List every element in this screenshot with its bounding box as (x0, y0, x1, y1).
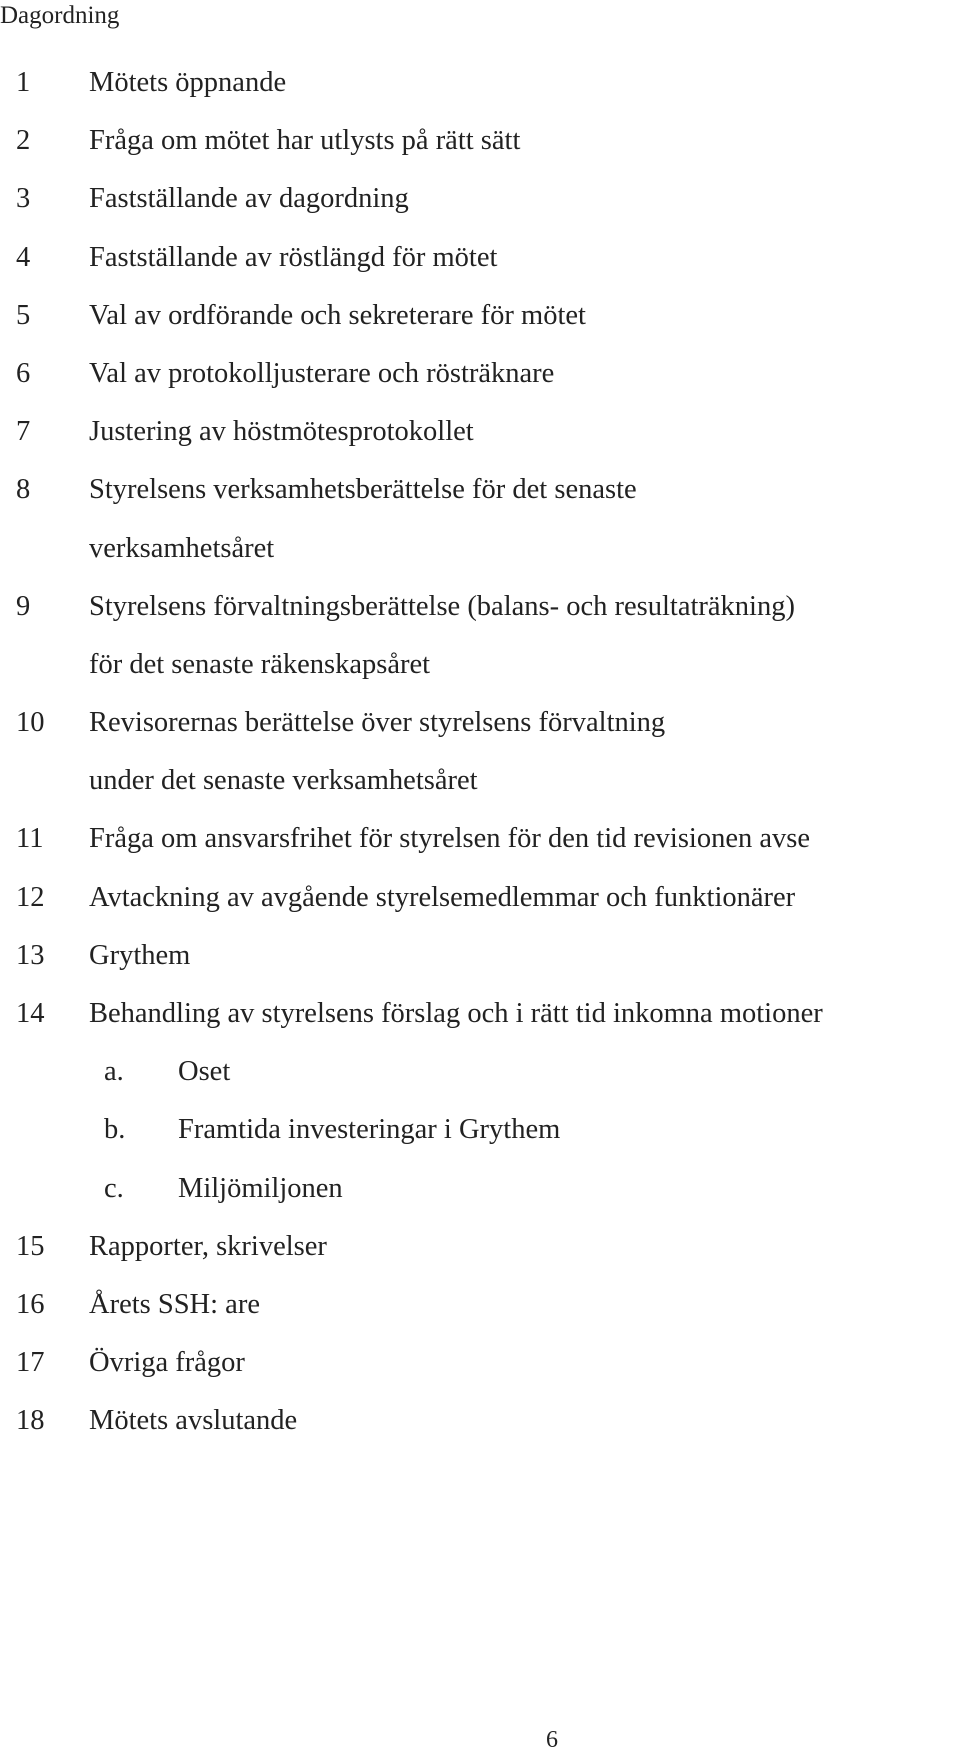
item-text: Styrelsens förvaltningsberättelse (balans- och resultaträkning) (89, 590, 795, 622)
item-text: Revisorernas berättelse över styrelsens förvaltning (89, 707, 666, 739)
item-number: 17 (16, 1347, 45, 1379)
agenda-item (0, 1227, 960, 1285)
page-number: 6 (546, 1727, 558, 1753)
item-text: Rapporter, skrivelser (89, 1230, 327, 1262)
agenda-item-continuation (0, 761, 960, 819)
item-number: 10 (16, 707, 45, 739)
item-text-continued: för det senaste räkenskapsåret (89, 648, 431, 680)
item-number: 14 (16, 998, 45, 1029)
agenda-subitem (0, 1169, 960, 1227)
agenda-item (0, 412, 960, 470)
item-text-continued: verksamhetsåret (89, 532, 275, 564)
agenda-item (0, 587, 960, 645)
agenda-item (0, 1285, 960, 1343)
item-text: Fråga om mötet har utlysts på rätt sätt (89, 125, 521, 157)
agenda-item-continuation (0, 645, 960, 703)
subitem-letter: a. (104, 1056, 124, 1088)
item-text: Mötets avslutande (89, 1405, 298, 1437)
item-number: 4 (16, 241, 31, 273)
item-text: Styrelsens verksamhetsberättelse för det senaste (89, 474, 637, 506)
agenda-item (0, 354, 960, 412)
item-text: Val av ordförande och sekreterare för mötet (89, 299, 586, 331)
item-number: 7 (16, 416, 31, 448)
item-text: Fastställande av dagordning (89, 183, 409, 215)
agenda-item (0, 121, 960, 179)
agenda-item (0, 703, 960, 761)
item-number: 9 (16, 590, 31, 622)
subitem-letter: c. (104, 1172, 124, 1204)
item-number: 13 (16, 939, 45, 971)
agenda-item (0, 1343, 960, 1401)
item-text: Behandling av styrelsens förslag och i rätt tid inkomna motioner (89, 998, 823, 1029)
item-number: 2 (16, 125, 31, 157)
subitem-text: Miljömiljonen (178, 1172, 343, 1204)
agenda-item (0, 1401, 960, 1459)
agenda-item (0, 63, 960, 121)
agenda-item-continuation (0, 529, 960, 587)
subitem-letter: b. (104, 1114, 126, 1146)
subitem-text: Oset (178, 1056, 231, 1088)
agenda-item (0, 819, 960, 877)
agenda-item (0, 470, 960, 528)
agenda-item (0, 238, 960, 296)
agenda-item (0, 994, 960, 1052)
item-number: 6 (16, 357, 31, 389)
item-number: 12 (16, 881, 45, 913)
item-number: 8 (16, 474, 31, 506)
item-number: 18 (16, 1405, 45, 1437)
item-text: Mötets öppnande (89, 67, 287, 98)
subitem-text: Framtida investeringar i Grythem (178, 1114, 561, 1146)
item-number: 15 (16, 1230, 45, 1262)
agenda-item (0, 179, 960, 237)
document-heading: Dagordning (0, 2, 120, 29)
item-text-continued: under det senaste verksamhetsåret (89, 765, 478, 797)
item-text: Justering av höstmötesprotokollet (89, 416, 474, 448)
agenda-item (0, 296, 960, 354)
item-text: Fråga om ansvarsfrihet för styrelsen för den tid revisionen avse (89, 823, 810, 855)
item-number: 11 (16, 823, 44, 855)
item-text: Grythem (89, 939, 191, 971)
item-number: 1 (16, 67, 31, 98)
agenda-item (0, 936, 960, 994)
item-text: Avtackning av avgående styrelsemedlemmar och funktionärer (89, 881, 796, 913)
item-text: Årets SSH: are (89, 1288, 260, 1320)
agenda-list (0, 63, 960, 1460)
item-number: 5 (16, 299, 31, 331)
item-text: Val av protokolljusterare och rösträknare (89, 357, 555, 389)
agenda-item (0, 878, 960, 936)
agenda-subitem (0, 1110, 960, 1168)
item-text: Övriga frågor (89, 1347, 245, 1379)
agenda-subitem (0, 1052, 960, 1110)
item-number: 16 (16, 1288, 45, 1320)
item-text: Fastställande av röstlängd för mötet (89, 241, 498, 273)
item-number: 3 (16, 183, 31, 215)
